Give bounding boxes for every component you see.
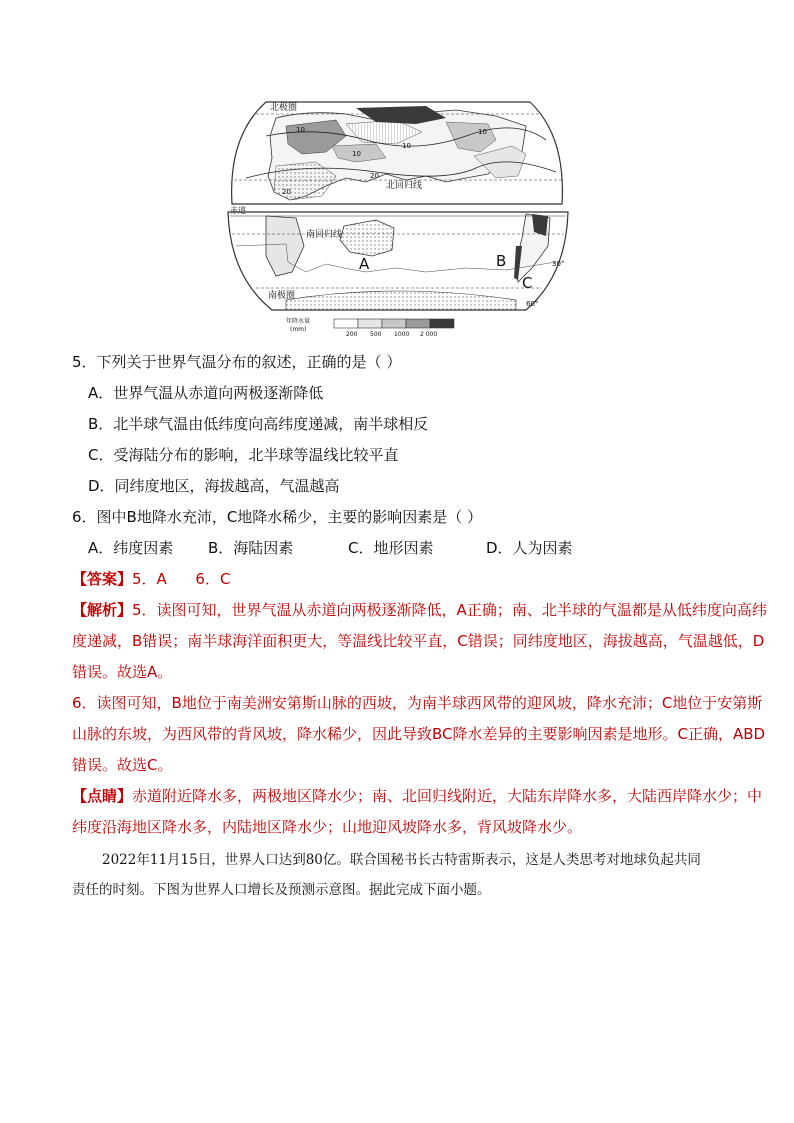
legend-tick-2000: 2 000 [420, 331, 438, 338]
analysis-line3: 错误。故选A。 [72, 663, 173, 681]
q6-option-b: B．海陆因素 [208, 539, 294, 557]
legend-title-line2: (mm) [290, 326, 307, 333]
analysis-line1 [72, 600, 767, 620]
legend-swatch [334, 319, 358, 328]
label-equator: 赤道 [230, 206, 246, 215]
isotherm-label-10b: 10 [402, 142, 411, 150]
isotherm-label-20b: 20 [282, 188, 291, 196]
legend-swatch [406, 319, 430, 328]
q6-option-c: C．地形因素 [348, 539, 434, 557]
q6-option-a: A．纬度因素 [88, 539, 174, 557]
q5-option-b: B．北半球气温由低纬度向高纬度递减，南半球相反 [88, 415, 429, 433]
legend-swatch [430, 319, 454, 328]
precipitation-legend [286, 317, 454, 338]
tip-text-1: 赤道附近降水多，两极地区降水少；南、北回归线附近，大陆东岸降水多，大陆西岸降水少；中 [132, 787, 763, 805]
isotherm-label-20a: 20 [370, 172, 379, 180]
isotherm-label-10d: 10 [352, 150, 361, 158]
isotherm-label-10c: 10 [478, 128, 487, 136]
tip-tag: 【点睛】 [72, 787, 133, 805]
world-precipitation-isotherm-map [226, 96, 570, 344]
analysis-line2: 度递减，B错误；南半球海洋面积更大，等温线比较平直，C错误；同纬度地区，海拔越高，气温越低，D [72, 632, 765, 650]
legend-tick-1000: 1000 [394, 331, 410, 338]
answer-text: 5．A 6．C [132, 570, 231, 588]
legend-tick-500: 500 [370, 331, 382, 338]
point-c-label: C [522, 274, 533, 292]
legend-title-line1: 年降水量 [286, 318, 311, 325]
latitude-60-label: 60° [526, 300, 539, 308]
answer-tag: 【答案】 [72, 570, 133, 588]
map-svg [226, 96, 570, 344]
intro-line1: 2022年11月15日，世界人口达到80亿。联合国秘书长古特雷斯表示，这是人类思考对地球负起共同 [102, 852, 701, 868]
analysis-line6: 错误。故选C。 [72, 756, 173, 774]
tip-line2: 纬度沿海地区降水多，内陆地区降水少；山地迎风坡降水多，背风坡降水少。 [72, 818, 583, 836]
analysis-tag: 【解析】 [72, 601, 133, 619]
point-a-label: A [359, 255, 370, 273]
analysis-text-1: 5．读图可知，世界气温从赤道向两极逐渐降低，A正确；南、北半球的气温都是从低纬度向高纬 [132, 601, 767, 619]
isotherm-label-10a: 10 [296, 126, 305, 134]
label-tropic-of-capricorn: 南回归线 [306, 230, 343, 240]
q6-option-d: D．人为因素 [486, 539, 573, 557]
latitude-30-label: 30° [552, 260, 565, 268]
answer-line [72, 569, 230, 589]
analysis-line4: 6．读图可知，B地位于南美洲安第斯山脉的西坡，为南半球西风带的迎风坡，降水充沛；C地位于安第斯 [72, 694, 763, 712]
legend-swatch [382, 319, 406, 328]
q5-option-a: A．世界气温从赤道向两极逐渐降低 [88, 384, 324, 402]
analysis-line5: 山脉的东坡，为西风带的背风坡，降水稀少，因此导致BC降水差异的主要影响因素是地形。C正确，ABD [72, 725, 766, 743]
label-arctic-circle: 北极圈 [270, 103, 298, 113]
q5-stem: 5．下列关于世界气温分布的叙述，正确的是（ ） [72, 353, 402, 371]
label-tropic-of-cancer: 北回归线 [386, 181, 423, 191]
intro-line2: 责任的时刻。下图为世界人口增长及预测示意图。据此完成下面小题。 [72, 882, 491, 898]
legend-tick-200: 200 [346, 331, 358, 338]
legend-swatch [358, 319, 382, 328]
q5-option-d: D．同纬度地区，海拔越高，气温越高 [88, 477, 340, 495]
q5-option-c: C．受海陆分布的影响，北半球等温线比较平直 [88, 446, 399, 464]
q6-stem: 6．图中B地降水充沛，C地降水稀少，主要的影响因素是（ ） [72, 508, 483, 526]
point-b-label: B [496, 252, 507, 270]
tip-line1 [72, 786, 762, 806]
label-antarctic-circle: 南极圈 [268, 291, 296, 301]
